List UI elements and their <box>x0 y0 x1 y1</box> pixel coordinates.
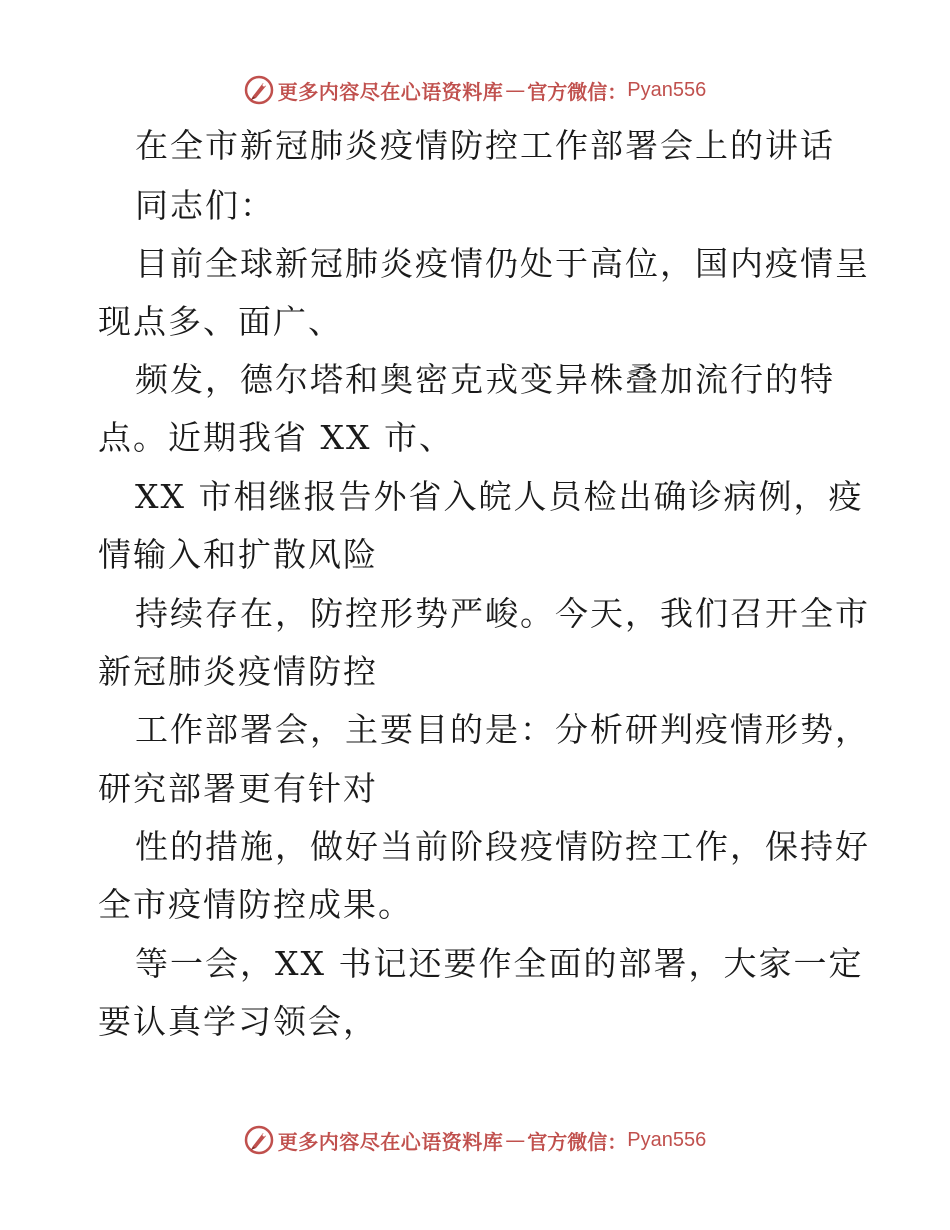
paragraph-line: 持续存在，防控形势严峻。今天，我们召开全市 <box>135 594 870 633</box>
pen-nib-logo-icon <box>244 75 274 105</box>
paragraph-line: 现点多、面广、 <box>98 302 343 341</box>
watermark-wechat-id: Pyan556 <box>627 78 707 101</box>
watermark-wechat-label: 官方微信： <box>527 79 628 104</box>
paragraph-line: 等一会，XX 书记还要作全面的部署，大家一定 <box>135 944 864 983</box>
footer-watermark <box>0 1120 950 1160</box>
paragraph-line: 目前全球新冠肺炎疫情仍处于高位，国内疫情呈 <box>135 244 870 283</box>
header-watermark <box>0 70 950 110</box>
watermark-site-text: 更多内容尽在心语资料库 <box>277 79 504 104</box>
watermark-separator: — <box>505 78 526 102</box>
watermark-wechat-label: 官方微信： <box>527 1129 628 1154</box>
watermark-separator: — <box>505 1128 526 1152</box>
paragraph-line: 新冠肺炎疫情防控 <box>98 652 378 691</box>
pen-nib-logo-icon <box>244 1125 274 1155</box>
paragraph-line: XX 市相继报告外省入皖人员检出确诊病例，疫 <box>135 477 864 516</box>
salutation-line: 同志们： <box>135 186 275 225</box>
paragraph-line: 工作部署会，主要目的是：分析研判疫情形势， <box>135 710 870 749</box>
paragraph-line: 频发，德尔塔和奥密克戎变异株叠加流行的特 <box>135 360 835 399</box>
watermark-wechat-id: Pyan556 <box>627 1128 707 1151</box>
paragraph-line: 点。近期我省 XX 市、 <box>98 418 454 457</box>
paragraph-line: 性的措施，做好当前阶段疫情防控工作，保持好 <box>135 827 870 866</box>
document-title: 在全市新冠肺炎疫情防控工作部署会上的讲话 <box>135 126 835 165</box>
paragraph-line: 要认真学习领会， <box>98 1002 378 1041</box>
paragraph-line: 研究部署更有针对 <box>98 769 378 808</box>
paragraph-line: 全市疫情防控成果。 <box>98 885 413 924</box>
watermark-site-text: 更多内容尽在心语资料库 <box>277 1129 504 1154</box>
paragraph-line: 情输入和扩散风险 <box>98 535 378 574</box>
